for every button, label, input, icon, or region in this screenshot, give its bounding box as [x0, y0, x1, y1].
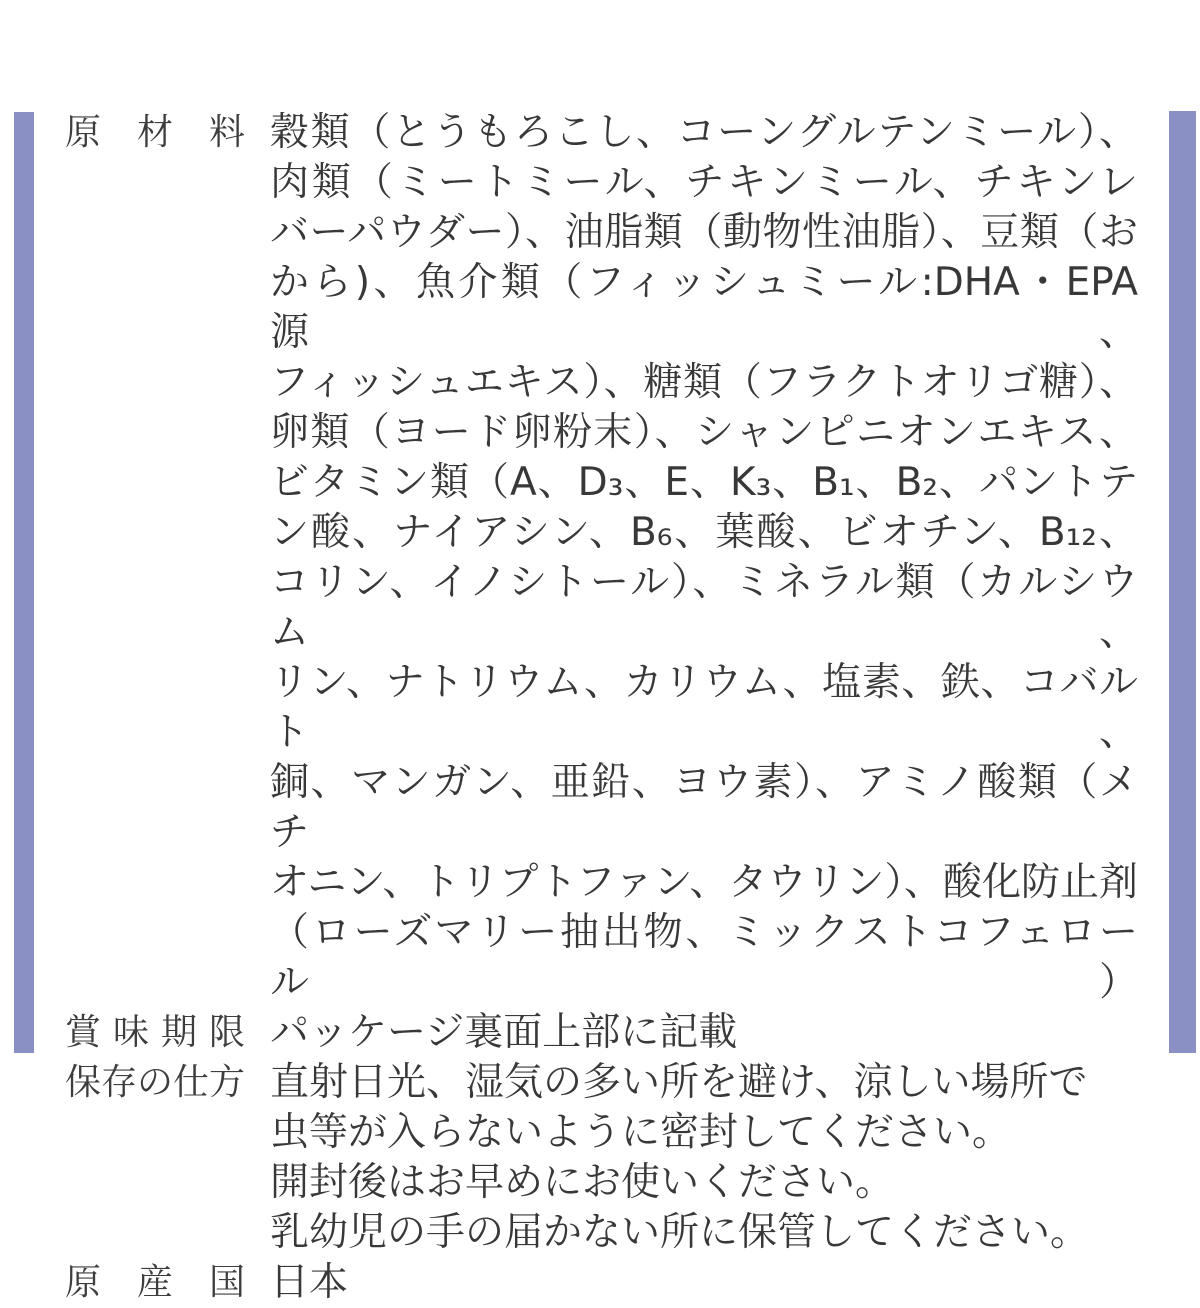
row-label-storage: 保存の仕方 — [65, 1062, 246, 1103]
ingredients-line: コリン、イノシトール）、ミネラル類（カルシウム、 — [270, 560, 1138, 655]
storage-text — [270, 1058, 1138, 1258]
ingredients-line: リン、ナトリウム、カリウム、塩素、鉄、コバルト、 — [270, 660, 1138, 755]
ingredients-line: バーパウダー）、油脂類（動物性油脂）、豆類（お — [270, 210, 1138, 255]
storage-line: 直射日光、湿気の多い所を避け、涼しい場所で — [270, 1060, 1088, 1105]
row-storage — [0, 1058, 1200, 1258]
ingredients-line: オニン、トリプトファン、タウリン）、酸化防止剤 — [270, 860, 1138, 905]
storage-line: 虫等が入らないように密封してください。 — [270, 1110, 1012, 1155]
ingredients-line: 卵類（ヨード卵粉末）、シャンピニオンエキス、 — [270, 410, 1138, 455]
ingredients-line: （ローズマリー抽出物、ミックストコフェロール） — [270, 910, 1138, 1005]
ingredients-text — [270, 108, 1138, 1008]
ingredients-line: から)、魚介類（フィッシュミール:DHA・EPA源、 — [270, 260, 1138, 355]
storage-line: 乳幼児の手の届かない所に保管してください。 — [270, 1210, 1090, 1255]
country-of-origin-text — [270, 1258, 1138, 1308]
best-before-text — [270, 1008, 1138, 1058]
label-table — [0, 108, 1200, 1308]
ingredients-line: 銅、マンガン、亜鉛、ヨウ素）、アミノ酸類（メチ — [270, 760, 1138, 855]
ingredients-line: ビタミン類（A、D₃、E、K₃、B₁、B₂、パントテ — [270, 460, 1138, 505]
row-best-before — [0, 1008, 1200, 1058]
ingredients-line: ン酸、ナイアシン、B₆、葉酸、ビオチン、B₁₂、 — [270, 510, 1138, 555]
best-before-line: パッケージ裏面上部に記載 — [270, 1010, 738, 1055]
storage-line: 開封後はお早めにお使いください。 — [270, 1160, 895, 1205]
row-label-ingredients: 原材料 — [65, 112, 245, 153]
row-label-country-of-origin: 原産国 — [65, 1262, 245, 1303]
ingredients-line: 穀類（とうもろこし、コーングルテンミール）、 — [270, 110, 1138, 155]
ingredients-line: フィッシュエキス）、糖類（フラクトオリゴ糖）、 — [270, 360, 1138, 405]
ingredients-line: 肉類（ミートミール、チキンミール、チキンレ — [270, 160, 1138, 205]
country-of-origin-line: 日本 — [270, 1260, 349, 1305]
row-ingredients — [0, 108, 1200, 1008]
row-label-best-before: 賞味期限 — [65, 1012, 245, 1053]
row-country-of-origin — [0, 1258, 1200, 1308]
